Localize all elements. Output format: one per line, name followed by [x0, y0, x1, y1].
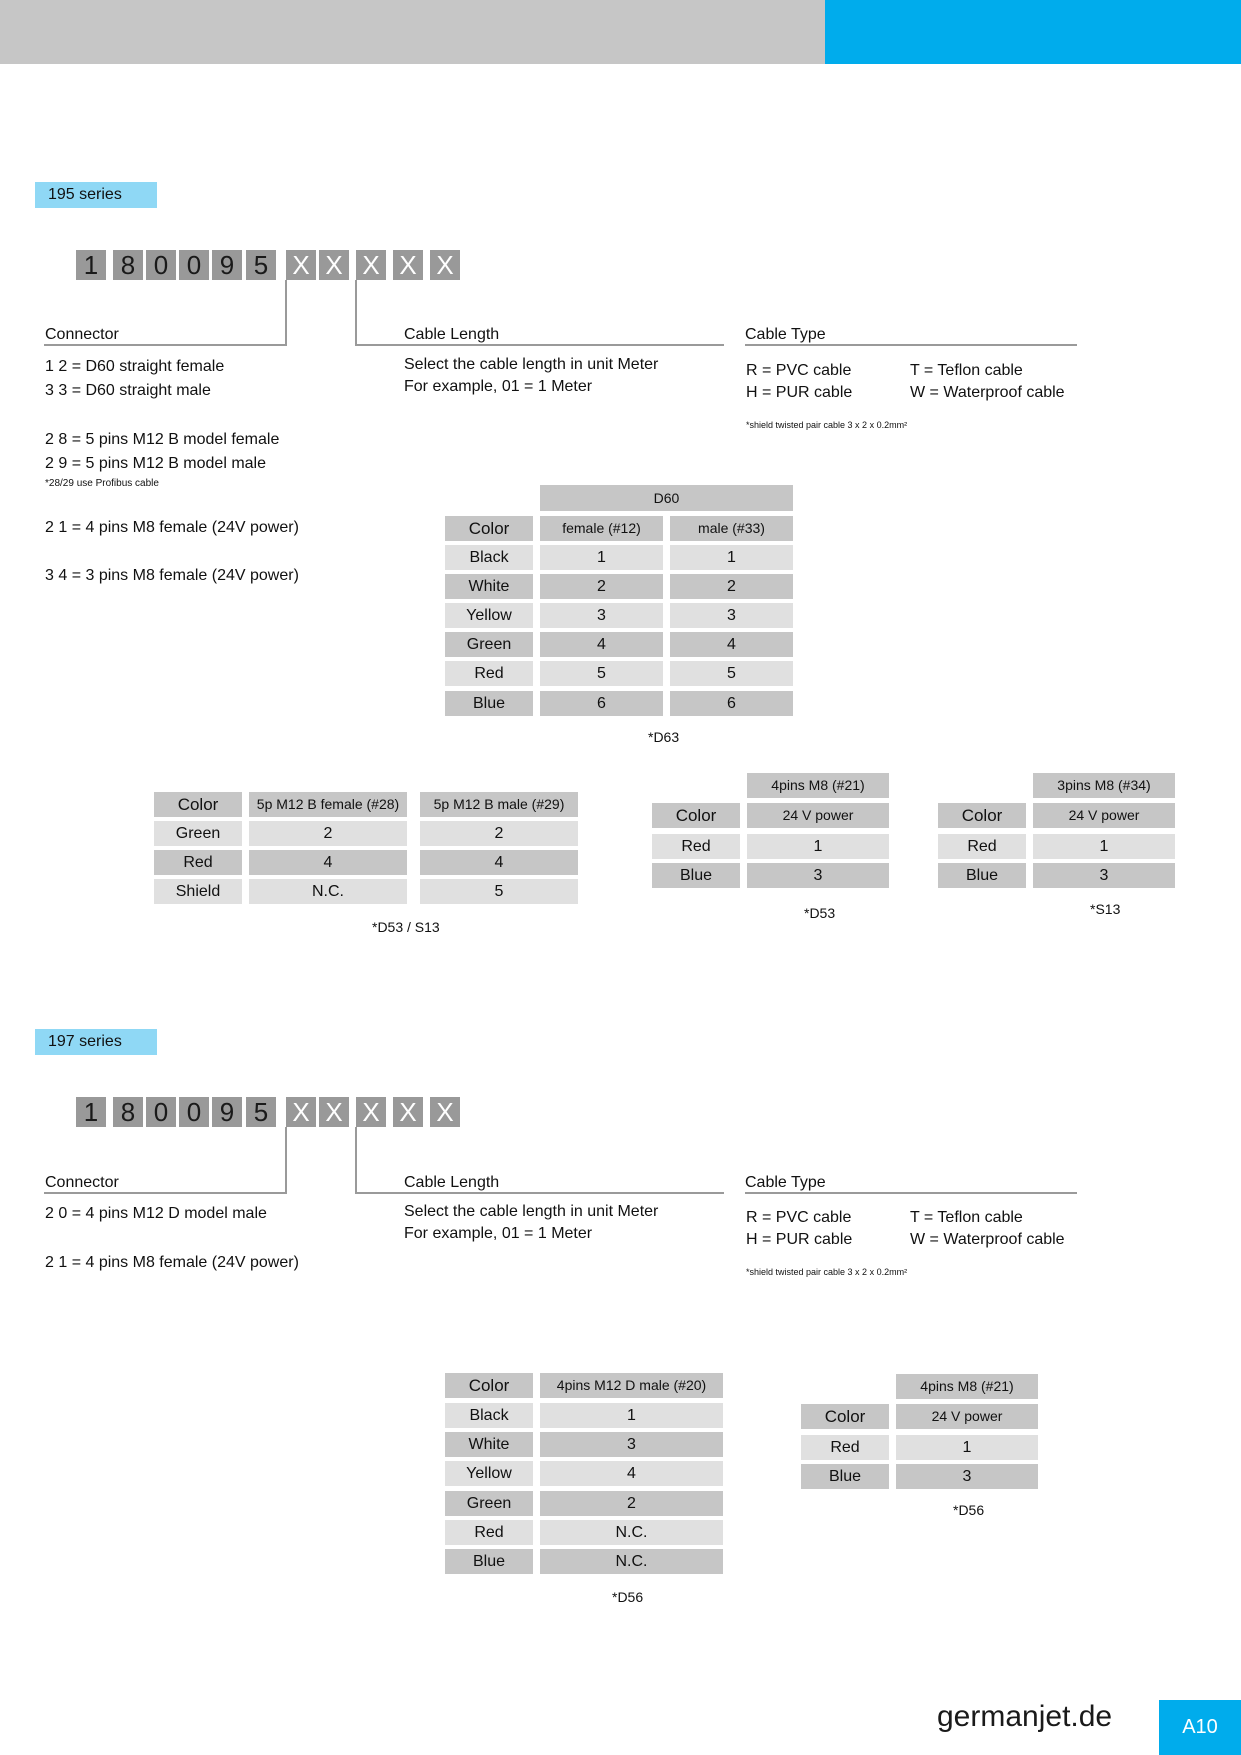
table-cell: Green: [445, 632, 533, 657]
length-leader: [355, 1127, 357, 1194]
table-cell: Red: [652, 834, 740, 859]
cable-length-heading: Cable Length: [404, 1174, 500, 1191]
table-caption: *D53: [804, 905, 836, 921]
table-group-header: D60: [540, 485, 793, 511]
table-cell: 3: [540, 1432, 723, 1457]
code-digit: 9: [212, 250, 242, 280]
table-cell: Blue: [652, 863, 740, 888]
table-cell: Red: [445, 661, 533, 686]
table-caption: *D63: [648, 729, 680, 745]
cable-length-text: Select the cable length in unit Meter: [404, 1203, 659, 1220]
table-cell: Blue: [938, 863, 1026, 888]
table-cell: White: [445, 574, 533, 599]
table-cell: Red: [154, 850, 242, 875]
connector-option: 3 4 = 3 pins M8 female (24V power): [45, 567, 299, 584]
code-digit: 1: [76, 250, 106, 280]
table-cell: N.C.: [540, 1520, 723, 1545]
length-leader: [355, 280, 357, 346]
brand-logo: germanjet.de: [937, 1700, 1113, 1733]
table-cell: 3: [540, 603, 663, 628]
cable-type-option: R = PVC cable: [746, 362, 852, 379]
table-cell: Blue: [801, 1464, 889, 1489]
connector-option: 2 8 = 5 pins M12 B model female: [45, 431, 280, 448]
table-cell: 3: [896, 1464, 1038, 1489]
table-cell: Green: [154, 821, 242, 846]
table-cell: Red: [801, 1435, 889, 1460]
code-digit: 0: [179, 1097, 209, 1127]
code-digit: 5: [246, 1097, 276, 1127]
connector-underline: [44, 344, 287, 346]
connector-option: 2 9 = 5 pins M12 B model male: [45, 455, 267, 472]
table-header: Color: [154, 792, 242, 817]
table-header: 24 V power: [896, 1404, 1038, 1429]
table-cell: 3: [670, 603, 793, 628]
table-header: Color: [445, 1373, 533, 1398]
table-cell: 5: [540, 661, 663, 686]
table-cell: 6: [540, 691, 663, 716]
table-cell: 1: [540, 545, 663, 570]
code-digit: 1: [76, 1097, 106, 1127]
table-cell: 2: [540, 1491, 723, 1516]
cable-type-note: *shield twisted pair cable 3 x 2 x 0.2mm²: [746, 1267, 908, 1277]
table-cell: Shield: [154, 879, 242, 904]
table-header: 5p M12 B male (#29): [420, 792, 578, 817]
code-placeholder: X: [356, 1097, 386, 1127]
code-placeholder: X: [356, 250, 386, 280]
connector-underline: [44, 1192, 287, 1194]
table-header: Color: [652, 803, 740, 828]
table-group-header: 3pins M8 (#34): [1033, 773, 1175, 798]
table-cell: 5: [420, 879, 578, 904]
table-cell: 1: [1033, 834, 1175, 859]
table-cell: Red: [938, 834, 1026, 859]
cable-type-heading: Cable Type: [745, 326, 826, 343]
cable-type-option: W = Waterproof cable: [910, 1231, 1065, 1248]
type-underline: [745, 1192, 1077, 1194]
table-cell: 4: [249, 850, 407, 875]
type-underline: [745, 344, 1077, 346]
connector-option: 2 1 = 4 pins M8 female (24V power): [45, 519, 299, 536]
code-placeholder: X: [319, 1097, 349, 1127]
cable-length-example: For example, 01 = 1 Meter: [404, 1225, 593, 1242]
table-cell: 3: [747, 863, 889, 888]
table-header: 5p M12 B female (#28): [249, 792, 407, 817]
table-header: 4pins M12 D male (#20): [540, 1373, 723, 1398]
length-underline: [355, 344, 724, 346]
code-placeholder: X: [393, 1097, 423, 1127]
connector-option: 2 0 = 4 pins M12 D model male: [45, 1205, 267, 1222]
code-digit: 8: [113, 250, 143, 280]
table-cell: 4: [540, 1461, 723, 1486]
table-cell: 1: [540, 1403, 723, 1428]
page-number: A10: [1159, 1700, 1241, 1755]
table-cell: Red: [445, 1520, 533, 1545]
table-caption: *D56: [953, 1502, 985, 1518]
length-underline: [355, 1192, 724, 1194]
table-header: male (#33): [670, 516, 793, 541]
code-digit: 5: [246, 250, 276, 280]
table-cell: 4: [670, 632, 793, 657]
code-placeholder: X: [319, 250, 349, 280]
table-cell: 1: [747, 834, 889, 859]
table-header: Color: [445, 516, 533, 541]
table-cell: Blue: [445, 691, 533, 716]
table-caption: *D56: [612, 1589, 644, 1605]
cable-length-text: Select the cable length in unit Meter: [404, 356, 659, 373]
table-cell: 4: [420, 850, 578, 875]
table-cell: 1: [670, 545, 793, 570]
table-caption: *S13: [1090, 901, 1121, 917]
connector-heading: Connector: [45, 1174, 119, 1191]
table-cell: White: [445, 1432, 533, 1457]
connector-heading: Connector: [45, 326, 119, 343]
connector-option: 3 3 = D60 straight male: [45, 382, 211, 399]
code-digit: 0: [146, 250, 176, 280]
code-digit: 9: [212, 1097, 242, 1127]
cable-type-option: W = Waterproof cable: [910, 384, 1065, 401]
header-bar-gray: [0, 0, 825, 64]
table-cell: 2: [420, 821, 578, 846]
table-cell: Green: [445, 1491, 533, 1516]
table-cell: 5: [670, 661, 793, 686]
table-header: Color: [938, 803, 1026, 828]
code-placeholder: X: [430, 250, 460, 280]
table-cell: 3: [1033, 863, 1175, 888]
table-cell: N.C.: [540, 1549, 723, 1574]
series-195-badge: 195 series: [35, 182, 157, 208]
table-cell: Yellow: [445, 603, 533, 628]
table-cell: Blue: [445, 1549, 533, 1574]
table-cell: 1: [896, 1435, 1038, 1460]
table-group-header: 4pins M8 (#21): [747, 773, 889, 798]
table-cell: 4: [540, 632, 663, 657]
table-cell: Black: [445, 1403, 533, 1428]
code-digit: 0: [146, 1097, 176, 1127]
series-197-badge: 197 series: [35, 1029, 157, 1055]
cable-type-option: T = Teflon cable: [910, 1209, 1023, 1226]
table-header: Color: [801, 1404, 889, 1429]
table-cell: Black: [445, 545, 533, 570]
cable-type-note: *shield twisted pair cable 3 x 2 x 0.2mm²: [746, 420, 908, 430]
connector-option: 1 2 = D60 straight female: [45, 358, 225, 375]
cable-type-option: T = Teflon cable: [910, 362, 1023, 379]
table-cell: Yellow: [445, 1461, 533, 1486]
table-group-header: 4pins M8 (#21): [896, 1374, 1038, 1399]
cable-type-option: H = PUR cable: [746, 1231, 853, 1248]
code-placeholder: X: [430, 1097, 460, 1127]
code-digit: 0: [179, 250, 209, 280]
connector-option: 2 1 = 4 pins M8 female (24V power): [45, 1254, 299, 1271]
table-cell: 6: [670, 691, 793, 716]
connector-leader: [285, 1127, 287, 1194]
code-digit: 8: [113, 1097, 143, 1127]
cable-type-option: H = PUR cable: [746, 384, 853, 401]
table-cell: 2: [670, 574, 793, 599]
table-cell: 2: [540, 574, 663, 599]
code-placeholder: X: [286, 1097, 316, 1127]
header-bar-accent: [825, 0, 1241, 64]
cable-type-heading: Cable Type: [745, 1174, 826, 1191]
cable-length-heading: Cable Length: [404, 326, 500, 343]
connector-note: *28/29 use Profibus cable: [45, 478, 159, 489]
code-placeholder: X: [393, 250, 423, 280]
table-header: 24 V power: [1033, 803, 1175, 828]
table-header: female (#12): [540, 516, 663, 541]
table-cell: 2: [249, 821, 407, 846]
table-header: 24 V power: [747, 803, 889, 828]
connector-leader: [285, 280, 287, 346]
table-caption: *D53 / S13: [372, 919, 440, 935]
code-placeholder: X: [286, 250, 316, 280]
cable-length-example: For example, 01 = 1 Meter: [404, 378, 593, 395]
table-cell: N.C.: [249, 879, 407, 904]
cable-type-option: R = PVC cable: [746, 1209, 852, 1226]
